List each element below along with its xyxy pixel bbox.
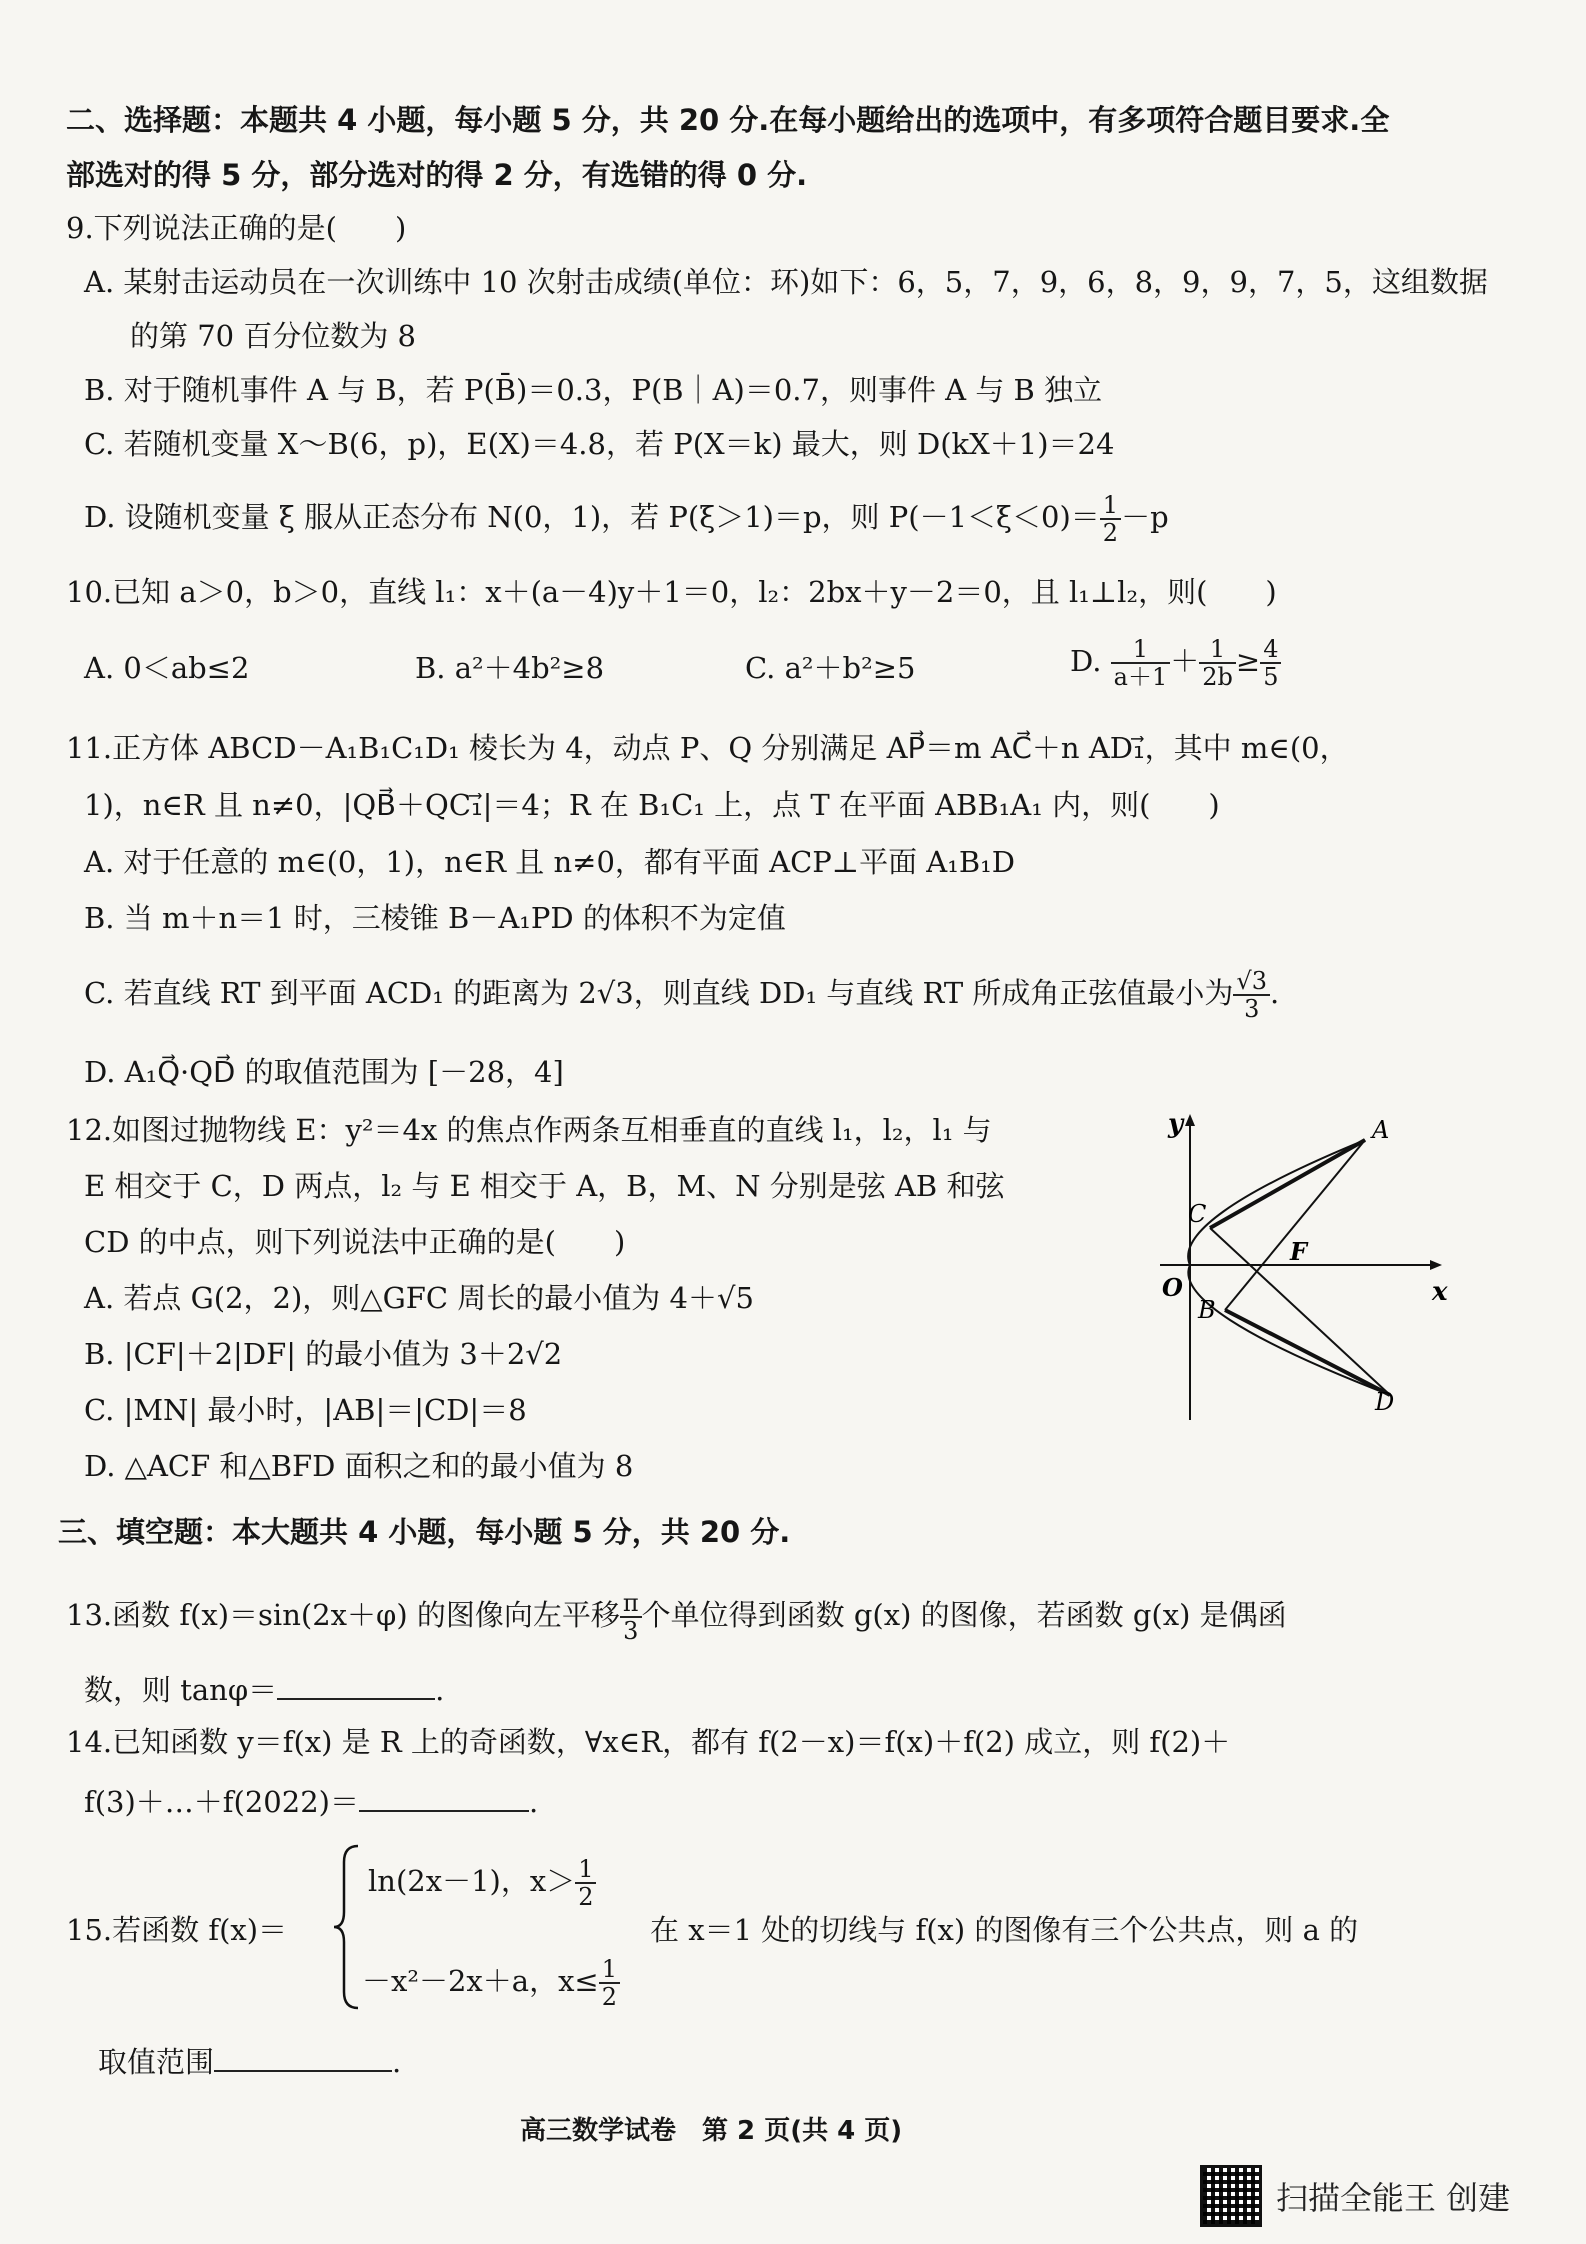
fraction-numerator: 1 xyxy=(575,1856,596,1884)
q15-line2 xyxy=(98,2040,401,2082)
q10-option-a: A. 0＜ab≤2 xyxy=(84,651,250,685)
section2-heading-line2: 部选对的得 5 分，部分选对的得 2 分，有选错的得 0 分. xyxy=(66,158,808,192)
q15-line2-tail: . xyxy=(392,2045,402,2079)
fraction-denominator: a＋1 xyxy=(1113,663,1168,691)
fraction-numerator: 4 xyxy=(1260,636,1281,664)
q12-stem-line2: E 相交于 C，D 两点，l₂ 与 E 相交于 A，B，M、N 分别是弦 AB 和弦 xyxy=(84,1169,1005,1203)
fraction-denominator: 2 xyxy=(601,1983,618,2011)
x-axis-arrow xyxy=(1430,1260,1442,1270)
y-axis-arrow xyxy=(1185,1114,1195,1126)
fraction-denominator: 3 xyxy=(623,1617,639,1645)
q10-option-d-label: D. xyxy=(1070,644,1102,678)
parabola-curve xyxy=(1188,1140,1390,1395)
label-f: F xyxy=(1290,1237,1308,1266)
label-d: D xyxy=(1375,1388,1395,1416)
piecewise-brace xyxy=(332,1842,362,2012)
q11-option-d: D. A₁Q⃗·QD⃗ 的取值范围为 [－28，4] xyxy=(84,1055,564,1089)
fraction-denominator: 2b xyxy=(1202,663,1233,691)
q9-option-b: B. 对于随机事件 A 与 B，若 P(B̄)＝0.3，P(B｜A)＝0.7，则事件 A 与 B 独立 xyxy=(84,373,1103,407)
parabola-figure xyxy=(1150,1110,1450,1430)
fraction-numerator: π xyxy=(620,1590,642,1618)
q14-line2-text: f(3)＋…＋f(2022)＝ xyxy=(84,1785,359,1819)
q15-answer-blank[interactable] xyxy=(214,2040,392,2072)
q11-option-c-fraction xyxy=(1233,968,1270,1022)
scanner-watermark xyxy=(1200,2165,1510,2227)
q15-case1 xyxy=(368,1856,596,1910)
q9-option-d xyxy=(84,492,1169,546)
q13-line1 xyxy=(66,1590,1287,1644)
q13-text-tail: 个单位得到函数 g(x) 的图像，若函数 g(x) 是偶函 xyxy=(641,1598,1287,1632)
q12-option-b: B. |CF|＋2|DF| 的最小值为 3＋2√2 xyxy=(84,1337,563,1371)
q15-case2-text: －x²－2x＋a，x≤ xyxy=(362,1964,599,1998)
plus-sign: ＋ xyxy=(1170,644,1200,678)
q11-option-b: B. 当 m＋n＝1 时，三棱锥 B－A₁PD 的体积不为定值 xyxy=(84,901,786,935)
fraction-numerator: 1 xyxy=(599,1956,620,1984)
q15-case2-fraction xyxy=(599,1956,620,2010)
q15-prefix: 15.若函数 f(x)＝ xyxy=(66,1913,288,1947)
q13-text: 13.函数 f(x)＝sin(2x＋φ) 的图像向左平移 xyxy=(66,1598,620,1632)
q12-option-c: C. |MN| 最小时，|AB|＝|CD|＝8 xyxy=(84,1393,527,1427)
fraction-denominator: 3 xyxy=(1244,995,1260,1023)
ge-sign: ≥ xyxy=(1235,644,1261,678)
q12-stem-line1: 12.如图过抛物线 E：y²＝4x 的焦点作两条互相垂直的直线 l₁，l₂，l₁ 与 xyxy=(66,1113,992,1147)
fraction-denominator: 2 xyxy=(1102,519,1119,547)
label-b: B xyxy=(1198,1296,1216,1324)
q11-option-c-tail: . xyxy=(1269,976,1280,1010)
section3-heading: 三、填空题：本大题共 4 小题，每小题 5 分，共 20 分. xyxy=(58,1515,791,1549)
q15-line2-text: 取值范围 xyxy=(98,2045,215,2079)
fraction-numerator: 1 xyxy=(1199,636,1236,664)
q15-case2 xyxy=(362,1956,620,2010)
q14-line2-tail: . xyxy=(528,1785,539,1819)
q15-case1-text: ln(2x－1)，x＞ xyxy=(368,1864,576,1898)
line-ab xyxy=(1225,1140,1365,1310)
fraction-numerator: √3 xyxy=(1233,968,1270,996)
q12-option-d: D. △ACF 和△BFD 面积之和的最小值为 8 xyxy=(84,1449,634,1483)
q9-stem: 9.下列说法正确的是( ) xyxy=(66,211,407,245)
q15-tail: 在 x＝1 处的切线与 f(x) 的图像有三个公共点，则 a 的 xyxy=(650,1913,1359,1947)
q14-line2 xyxy=(84,1780,538,1822)
q12-stem-line3: CD 的中点，则下列说法中正确的是( ) xyxy=(84,1225,626,1259)
label-a: A xyxy=(1372,1116,1390,1144)
q9-option-c: C. 若随机变量 X～B(6，p)，E(X)＝4.8，若 P(X＝k) 最大，则 D(kX＋1)＝24 xyxy=(84,427,1115,461)
q10-d-fraction-3 xyxy=(1260,636,1281,690)
q10-option-b: B. a²＋4b²≥8 xyxy=(415,651,605,685)
section2-heading-line1: 二、选择题：本题共 4 小题，每小题 5 分，共 20 分.在每小题给出的选项中，有多项符合题目要求.全 xyxy=(66,103,1390,137)
q9-option-d-fraction xyxy=(1100,492,1121,546)
qr-code-icon xyxy=(1200,2165,1262,2227)
watermark-text: 扫描全能王 创建 xyxy=(1276,2179,1511,2217)
q10-d-fraction-2 xyxy=(1199,636,1236,690)
fraction-denominator: 2 xyxy=(578,1883,594,1911)
q10-d-fraction-1 xyxy=(1111,636,1171,690)
label-c: C xyxy=(1188,1200,1207,1228)
q11-stem-line1: 11.正方体 ABCD－A₁B₁C₁D₁ 棱长为 4，动点 P、Q 分别满足 AP⃗＝m AC⃗＋n AD₁⃗，其中 m∈(0， xyxy=(66,731,1349,765)
q14-line1: 14.已知函数 y＝f(x) 是 R 上的奇函数，∀x∈R，都有 f(2－x)＝f(x)＋f(2) 成立，则 f(2)＋ xyxy=(66,1725,1231,1759)
q13-line2-text: 数，则 tanφ＝ xyxy=(84,1673,278,1707)
fraction-numerator: 1 xyxy=(1111,636,1171,664)
chord-ca xyxy=(1210,1140,1365,1228)
q10-option-c: C. a²＋b²≥5 xyxy=(745,651,916,685)
q10-option-d xyxy=(1070,636,1281,690)
q15-case1-fraction xyxy=(575,1856,596,1910)
label-y: y xyxy=(1168,1110,1184,1139)
q11-option-a: A. 对于任意的 m∈(0，1)，n∈R 且 n≠0，都有平面 ACP⊥平面 A₁B₁D xyxy=(84,845,1016,879)
q9-option-a-line2: 的第 70 百分位数为 8 xyxy=(130,319,417,353)
q11-stem-line2: 1)，n∈R 且 n≠0，|QB⃗＋QC₁⃗|＝4；R 在 B₁C₁ 上，点 T 在平面 ABB₁A₁ 内，则( ) xyxy=(84,788,1220,822)
q9-option-d-text: D. 设随机变量 ξ 服从正态分布 N(0，1)，若 P(ξ＞1)＝p，则 P(－1＜ξ＜0)＝ xyxy=(84,500,1100,534)
q13-answer-blank[interactable] xyxy=(277,1668,435,1700)
q9-option-a-line1: A. 某射击运动员在一次训练中 10 次射击成绩(单位：环)如下：6，5，7，9，6，8，9，9，7，5，这组数据 xyxy=(84,265,1488,299)
q13-line2 xyxy=(84,1668,444,1710)
q10-stem: 10.已知 a＞0，b＞0，直线 l₁：x＋(a－4)y＋1＝0，l₂：2bx＋y－2＝0，且 l₁⊥l₂，则( ) xyxy=(66,575,1277,609)
chord-bd xyxy=(1225,1310,1390,1395)
q14-answer-blank[interactable] xyxy=(359,1780,529,1812)
label-x: x xyxy=(1432,1277,1448,1307)
q9-option-d-tail: －p xyxy=(1121,500,1169,534)
q11-option-c xyxy=(84,968,1279,1022)
label-o: O xyxy=(1162,1273,1183,1302)
page-footer: 高三数学试卷 第 2 页(共 4 页) xyxy=(520,2116,903,2146)
q11-option-c-text: C. 若直线 RT 到平面 ACD₁ 的距离为 2√3，则直线 DD₁ 与直线 RT 所成角正弦值最小为 xyxy=(84,976,1234,1010)
q13-line2-tail: . xyxy=(435,1673,445,1707)
q13-fraction xyxy=(620,1590,642,1644)
fraction-denominator: 5 xyxy=(1263,663,1279,691)
fraction-numerator: 1 xyxy=(1100,492,1121,520)
q12-option-a: A. 若点 G(2，2)，则△GFC 周长的最小值为 4＋√5 xyxy=(84,1281,754,1315)
